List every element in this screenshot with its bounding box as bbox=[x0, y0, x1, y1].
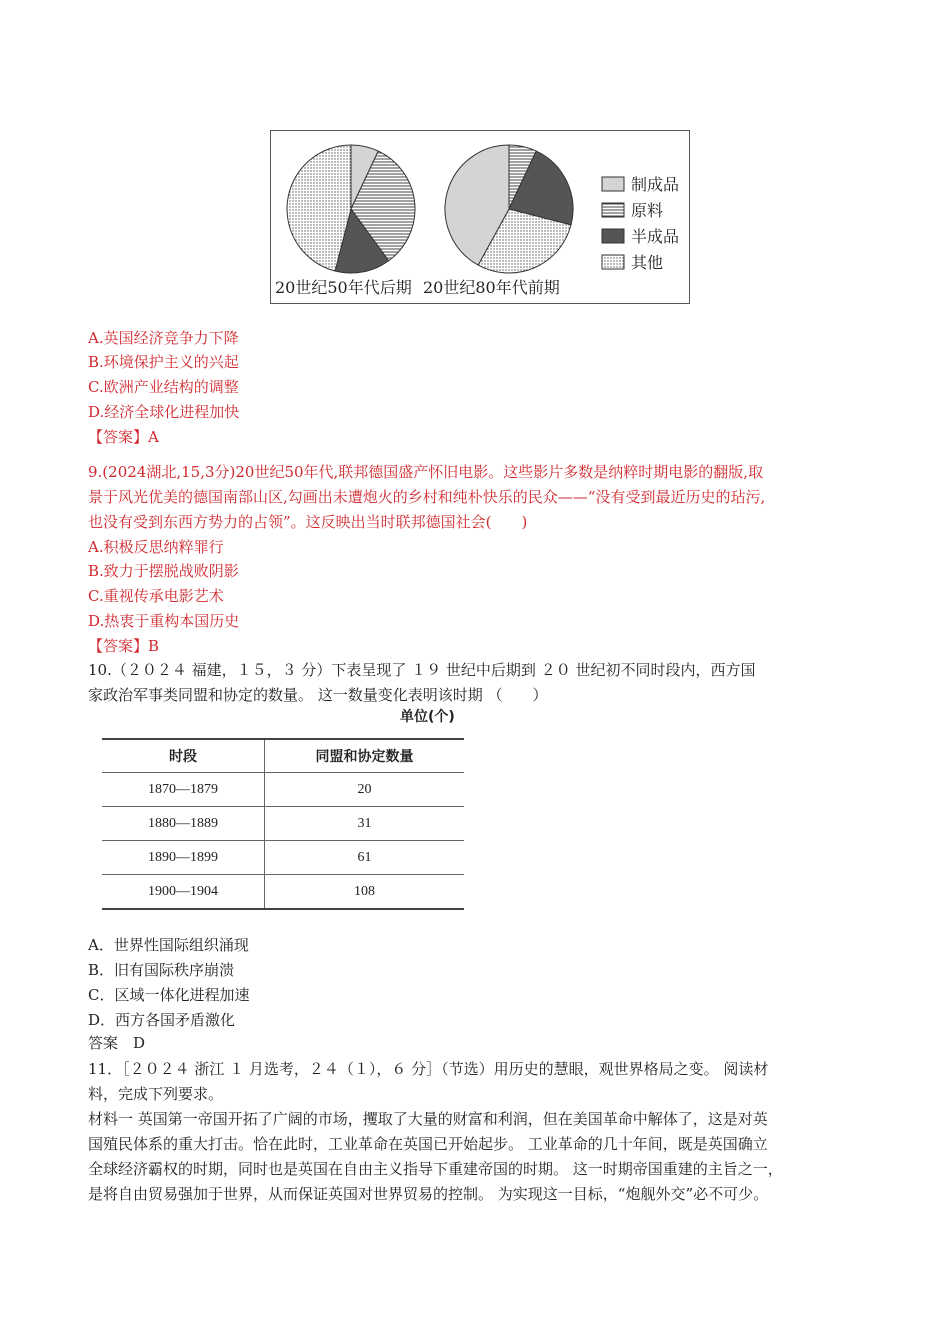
legend-swatch-other bbox=[602, 255, 624, 269]
table-cell-count: 20 bbox=[265, 773, 465, 807]
legend-label-other: 其他 bbox=[631, 253, 664, 272]
pie-chart-1950s bbox=[287, 145, 415, 273]
table-cell-period: 1880—1889 bbox=[102, 807, 265, 841]
q8-option-d: D.经济全球化进程加快 bbox=[88, 403, 240, 421]
pie-chart-1980s bbox=[445, 145, 573, 273]
table-cell-count: 31 bbox=[265, 807, 465, 841]
q9-option-c: C.重视传承电影艺术 bbox=[88, 587, 224, 605]
table-cell-period: 1900—1904 bbox=[102, 875, 265, 910]
legend-swatch-semi bbox=[602, 229, 624, 243]
pie-caption-2: 20世纪80年代前期 bbox=[423, 278, 560, 297]
q10-option-c: C．区域一体化进程加速 bbox=[88, 986, 250, 1004]
legend-swatch-raw bbox=[602, 203, 624, 217]
q9-option-d: D.热衷于重构本国历史 bbox=[88, 612, 240, 630]
q10-option-a: A．世界性国际组织涌现 bbox=[88, 936, 249, 954]
q9-answer: 【答案】B bbox=[88, 637, 160, 655]
q10-stem-line-1: 10.（２０２４ 福建，１５，３ 分）下表呈现了 １９ 世纪中后期到 ２０ 世纪初不同时段内，西方国 bbox=[88, 661, 756, 679]
table-cell-period: 1870—1879 bbox=[102, 773, 265, 807]
legend-swatch-manufactured bbox=[602, 177, 624, 191]
q9-option-a: A.积极反思纳粹罪行 bbox=[88, 538, 224, 556]
q9-option-b: B.致力于摆脱战败阴影 bbox=[88, 562, 239, 580]
q10-answer: 答案 D bbox=[88, 1034, 146, 1052]
q11-stem-line-1: 11．［２０２４ 浙江 １ 月选考，２４（１），６ 分］（节选）用历史的慧眼，观世界格局之变。 阅读材 bbox=[88, 1060, 769, 1078]
q8-option-c: C.欧洲产业结构的调整 bbox=[88, 378, 239, 396]
pie-caption-1: 20世纪50年代后期 bbox=[275, 278, 412, 297]
q8-option-b: B.环境保护主义的兴起 bbox=[88, 353, 239, 371]
legend-label-manufactured: 制成品 bbox=[631, 175, 680, 194]
q11-material-line-3: 全球经济霸权的时期，同时也是英国在自由主义指导下重建帝国的时期。 这一时期帝国重建的主旨之一， bbox=[88, 1160, 783, 1178]
pie-chart-figure bbox=[270, 130, 690, 304]
table-cell-period: 1890—1899 bbox=[102, 841, 265, 875]
table-cell-count: 108 bbox=[265, 875, 465, 910]
table-row bbox=[102, 841, 464, 875]
alliance-count-table bbox=[102, 738, 464, 910]
q10-stem-line-2: 家政治军事类同盟和协定的数量。 这一数量变化表明该时期 （ ） bbox=[88, 686, 548, 704]
table-header-count: 同盟和协定数量 bbox=[265, 739, 465, 773]
q8-option-a: A.英国经济竞争力下降 bbox=[88, 329, 239, 347]
table-header-row bbox=[102, 739, 464, 773]
q11-stem-line-2: 料，完成下列要求。 bbox=[88, 1085, 224, 1103]
q8-answer: 【答案】A bbox=[88, 428, 159, 446]
q9-stem-line-2: 景于风光优美的德国南部山区,勾画出未遭炮火的乡村和纯朴快乐的民众——“没有受到最近历史的玷污, bbox=[88, 488, 766, 506]
table-unit-label: 单位(个) bbox=[400, 709, 455, 725]
q11-material-line-2: 国殖民体系的重大打击。恰在此时，工业革命在英国已开始起步。 工业革命的几十年间，既是英国确立 bbox=[88, 1135, 768, 1153]
table-row bbox=[102, 875, 464, 910]
q9-stem-line-3: 也没有受到东西方势力的占领”。这反映出当时联邦德国社会( ) bbox=[88, 513, 528, 531]
legend-label-raw: 原料 bbox=[631, 201, 664, 220]
q9-stem-line-1: 9.(2024湖北,15,3分)20世纪50年代,联邦德国盛产怀旧电影。这些影片多数是纳粹时期电影的翻版,取 bbox=[88, 463, 764, 481]
table-cell-count: 61 bbox=[265, 841, 465, 875]
table-row bbox=[102, 807, 464, 841]
q10-option-b: B．旧有国际秩序崩溃 bbox=[88, 961, 235, 979]
q11-material-line-1: 材料一 英国第一帝国开拓了广阔的市场，攫取了大量的财富和利润，但在美国革命中解体了，这是对英 bbox=[88, 1110, 768, 1128]
table-row bbox=[102, 773, 464, 807]
legend-label-semi: 半成品 bbox=[631, 227, 680, 246]
q10-option-d: D．西方各国矛盾激化 bbox=[88, 1011, 236, 1029]
table-header-period: 时段 bbox=[102, 739, 265, 773]
q11-material-line-4: 是将自由贸易强加于世界，从而保证英国对世界贸易的控制。 为实现这一目标，“炮舰外交”必不可少。 bbox=[88, 1185, 769, 1203]
